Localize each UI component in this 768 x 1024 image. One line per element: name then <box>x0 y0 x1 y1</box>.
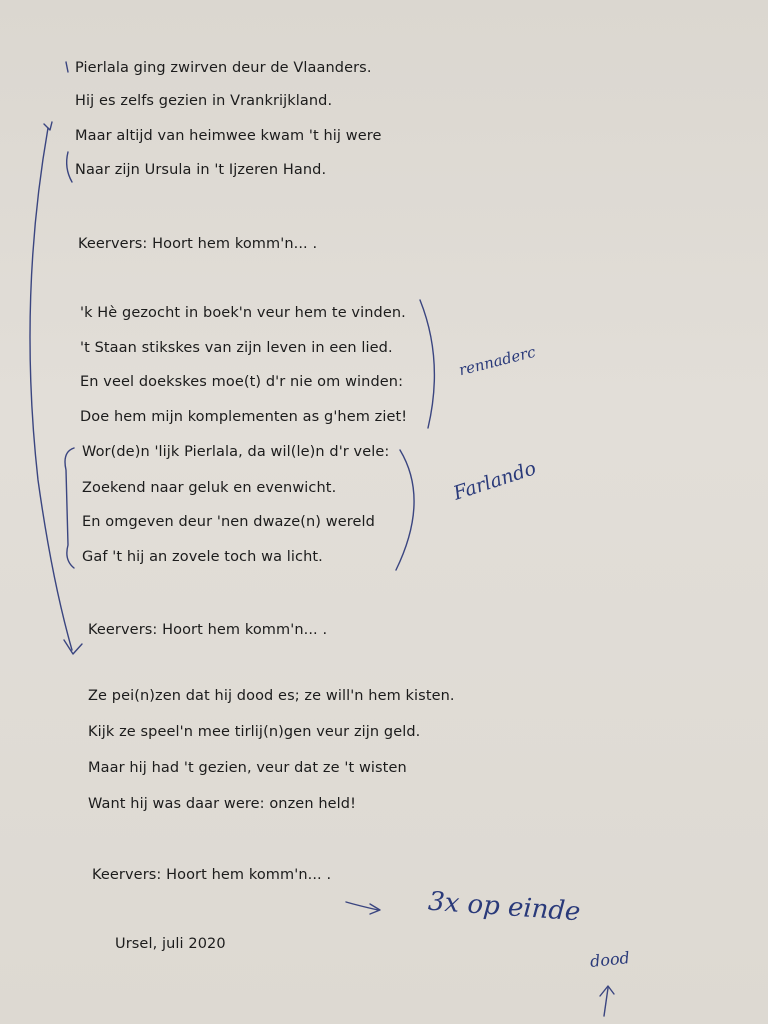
signature-place-date: Ursel, juli 2020 <box>115 936 226 952</box>
stanza2-line-4: Doe hem mijn komplementen as g'hem ziet! <box>80 409 408 425</box>
stanza2-lower-right-bracket <box>396 450 414 570</box>
repeat-arrow-line <box>30 128 72 650</box>
dood-arrow-line <box>604 988 608 1016</box>
refrain-1: Keervers: Hoort hem komm'n... . <box>78 236 318 252</box>
pen-tick-mark <box>66 62 68 72</box>
stanza2-line-6: Zoekend naar geluk en evenwicht. <box>82 480 337 496</box>
refrain-3: Keervers: Hoort hem komm'n... . <box>92 867 332 883</box>
handwritten-note-3x-op-einde: 3x op einde <box>427 886 582 928</box>
refrain-2: Keervers: Hoort hem komm'n... . <box>88 622 328 638</box>
stanza2-line-7: En omgeven deur 'nen dwaze(n) wereld <box>82 514 375 530</box>
repeat-arrow-head <box>64 640 82 654</box>
stanza2-line-5: Wor(de)n 'lijk Pierlala, da wil(le)n d'r vele: <box>82 444 390 460</box>
stanza2-lower-left-bracket <box>65 448 74 568</box>
stanza2-line-8: Gaf 't hij an zovele toch wa licht. <box>82 549 323 565</box>
stanza3-line-2: Kijk ze speel'n mee tirlij(n)gen veur zijn geld. <box>88 724 421 740</box>
stanza1-line-4: Naar zijn Ursula in 't Ijzeren Hand. <box>75 162 327 178</box>
stanza2-line-3: En veel doekskes moe(t) d'r nie om winden: <box>80 374 404 390</box>
handwritten-note-farlando: Farlando <box>450 457 539 505</box>
stanza1-line-3: Maar altijd van heimwee kwam 't hij were <box>75 128 382 144</box>
stanza3-line-3: Maar hij had 't gezien, veur dat ze 't wisten <box>88 760 407 776</box>
handwritten-note-rennaderc: rennaderc <box>456 342 538 380</box>
handwritten-note-dood: dood <box>589 947 631 972</box>
stanza3-line-4: Want hij was daar were: onzen held! <box>88 796 356 812</box>
stanza2-line-2: 't Staan stikskes van zijn leven in een lied. <box>80 340 393 356</box>
stanza2-upper-bracket <box>420 300 434 428</box>
stanza3-line-1: Ze pei(n)zen dat hij dood es; ze will'n hem kisten. <box>88 688 455 704</box>
stanza1-line-2: Hij es zelfs gezien in Vrankrijkland. <box>75 93 333 109</box>
stanza2-line-1: 'k Hè gezocht in boek'n veur hem te vinden. <box>80 305 406 321</box>
repeat-arrow-tail-mark <box>44 122 52 130</box>
stanza1-line-1: Pierlala ging zwirven deur de Vlaanders. <box>75 60 372 76</box>
stanza1-bracket-mark <box>67 152 72 182</box>
